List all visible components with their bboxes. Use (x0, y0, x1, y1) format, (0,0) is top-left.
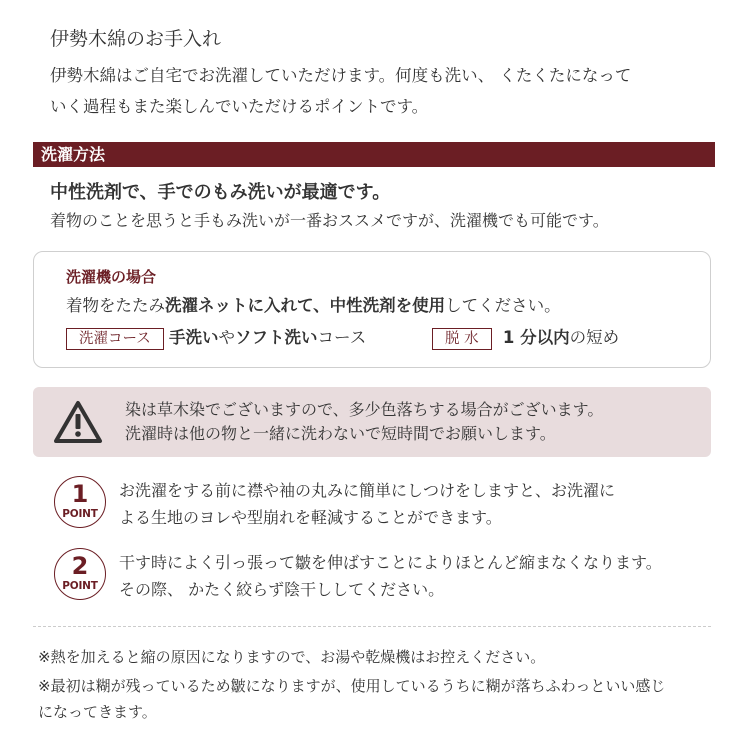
point-1-line-2: よる生地のヨレや型崩れを軽減することができます。 (119, 508, 502, 527)
point-2-text (119, 549, 662, 603)
warning-box (33, 387, 711, 457)
point-1-number: 1 (71, 480, 89, 508)
point-1-line-1: お洗濯をする前に襟や袖の丸みに簡単にしつけをしますと、お洗濯に (119, 481, 616, 500)
warning-triangle-icon (53, 400, 103, 444)
washing-machine-box (33, 251, 711, 368)
section-subtext: 着物のことを思うと手もみ洗いが一番おススメですが、洗濯機でも可能です。 (50, 211, 609, 230)
machine-title: 洗濯機の場合 (66, 268, 157, 286)
point-2-badge (54, 548, 106, 600)
course-bold-2: ソフト洗い (235, 328, 318, 347)
intro-line-2: いく過程もまた楽しんでいただけるポイントです。 (50, 97, 429, 116)
machine-instruction (66, 292, 561, 316)
spin-tag: 脱 水 (432, 328, 492, 350)
warning-text (125, 398, 603, 446)
course-bold-1: 手洗い (169, 328, 219, 347)
intro-text (50, 60, 710, 122)
course-text-1: や (218, 328, 236, 347)
course-row (66, 324, 366, 350)
point-2-line-2: その際、 かたく絞らず陰干ししてください。 (119, 580, 445, 599)
point-1-text (119, 477, 615, 531)
point-1-label: POINT (62, 508, 98, 520)
section-header-washing: 洗濯方法 (33, 142, 715, 167)
note-1: ※熱を加えると縮の原因になりますので、お湯や乾燥機はお控えください。 (38, 648, 546, 666)
point-2-label: POINT (62, 580, 98, 592)
note-2 (38, 673, 718, 725)
course-text-2: コース (317, 328, 367, 347)
spin-row (432, 324, 619, 350)
section-lead: 中性洗剤で、手でのもみ洗いが最適です。 (50, 182, 391, 203)
point-1-badge (54, 476, 106, 528)
page-title: 伊勢木綿のお手入れ (50, 28, 222, 50)
machine-instruction-c: してください。 (445, 296, 561, 315)
warning-line-1: 染は草木染でございますので、多少色落ちする場合がございます。 (125, 400, 604, 419)
note-2-line-2: になってきます。 (38, 703, 157, 721)
spin-text: の短め (569, 328, 620, 347)
intro-line-1: 伊勢木綿はご自宅でお洗濯していただけます。何度も洗い、 くたくたになって (50, 66, 632, 85)
note-2-line-1: ※最初は糊が残っているため皺になりますが、使用しているうちに糊が落ちふわっといい感じ (38, 677, 666, 695)
machine-instruction-a: 着物をたたみ (66, 296, 165, 315)
machine-instruction-bold: 洗濯ネットに入れて、中性洗剤を使用 (165, 296, 446, 315)
course-tag: 洗濯コース (66, 328, 164, 350)
warning-line-2: 洗濯時は他の物と一緒に洗わないで短時間でお願いします。 (125, 424, 556, 443)
point-2-number: 2 (71, 552, 89, 580)
spin-bold: 1 分以内 (502, 328, 570, 347)
point-2-line-1: 干す時によく引っ張って皺を伸ばすことによりほとんど縮まなくなります。 (119, 553, 662, 572)
divider (33, 626, 711, 627)
